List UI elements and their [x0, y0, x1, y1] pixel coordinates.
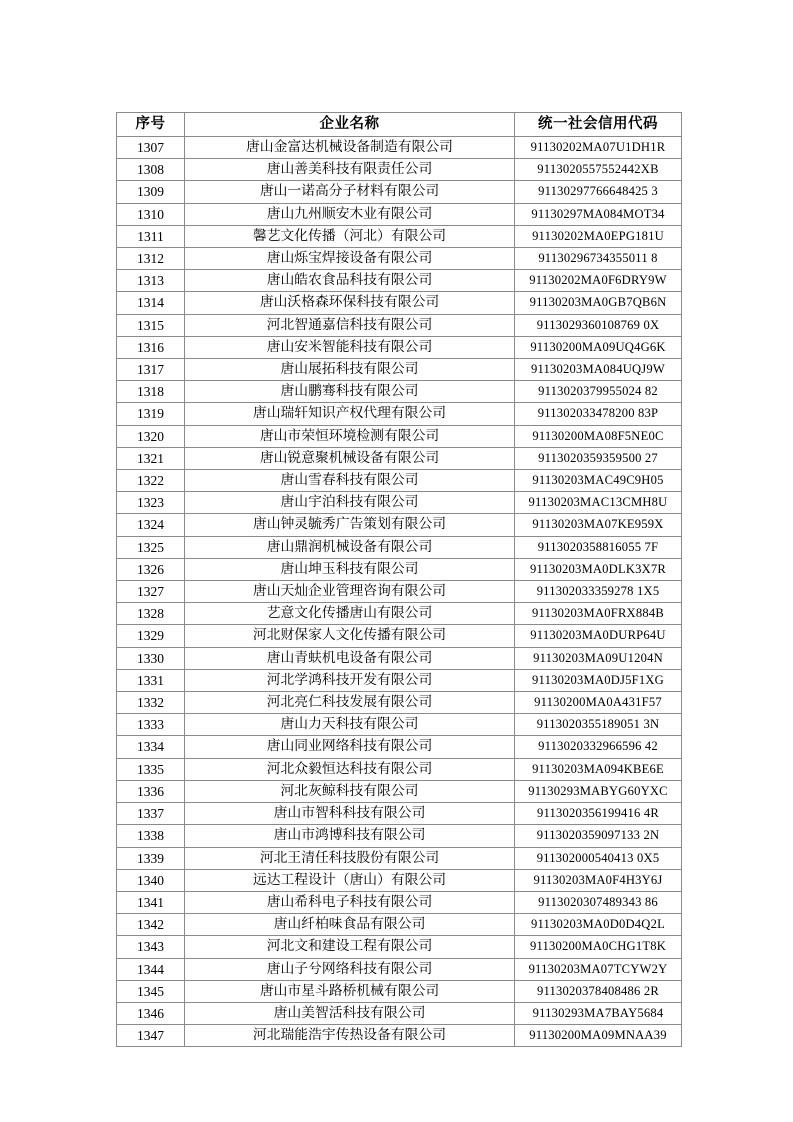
cell-credit-code: 91130203MA094KBE6E — [515, 758, 682, 780]
cell-enterprise-name: 远达工程设计（唐山）有限公司 — [185, 869, 515, 891]
cell-enterprise-name: 河北文和建设工程有限公司 — [185, 936, 515, 958]
table-row — [117, 1025, 682, 1047]
table-row — [117, 514, 682, 536]
table-row — [117, 314, 682, 336]
cell-enterprise-name: 河北智通嘉信科技有限公司 — [185, 314, 515, 336]
cell-credit-code: 91130203MAC13CMH8U — [515, 492, 682, 514]
cell-credit-code: 9113020359097133 2N — [515, 825, 682, 847]
cell-credit-code: 91130293MABYG60YXC — [515, 780, 682, 802]
cell-enterprise-name: 河北王清任科技股份有限公司 — [185, 847, 515, 869]
cell-seq: 1331 — [117, 669, 185, 691]
table-header-row — [117, 113, 682, 137]
table-row — [117, 958, 682, 980]
cell-enterprise-name: 唐山纤柏味食品有限公司 — [185, 914, 515, 936]
cell-credit-code: 91130200MA0A431F57 — [515, 692, 682, 714]
table-row — [117, 825, 682, 847]
cell-credit-code: 91130202MA0EPG181U — [515, 225, 682, 247]
cell-credit-code: 91130202MA0F6DRY9W — [515, 270, 682, 292]
cell-seq: 1312 — [117, 248, 185, 270]
cell-credit-code: 9113020378408486 2R — [515, 980, 682, 1002]
table-row — [117, 647, 682, 669]
table-row — [117, 248, 682, 270]
cell-seq: 1313 — [117, 270, 185, 292]
cell-enterprise-name: 唐山子兮网络科技有限公司 — [185, 958, 515, 980]
table-body — [117, 137, 682, 1047]
cell-seq: 1327 — [117, 581, 185, 603]
cell-credit-code: 911302033478200 83P — [515, 403, 682, 425]
enterprise-table — [116, 112, 682, 1047]
table-row — [117, 758, 682, 780]
cell-seq: 1343 — [117, 936, 185, 958]
cell-seq: 1334 — [117, 736, 185, 758]
cell-enterprise-name: 唐山天灿企业管理咨询有限公司 — [185, 581, 515, 603]
table-header — [117, 113, 682, 137]
cell-seq: 1329 — [117, 625, 185, 647]
cell-enterprise-name: 河北财保家人文化传播有限公司 — [185, 625, 515, 647]
cell-enterprise-name: 唐山善美科技有限责任公司 — [185, 159, 515, 181]
cell-enterprise-name: 唐山展拓科技有限公司 — [185, 359, 515, 381]
table-row — [117, 869, 682, 891]
cell-seq: 1310 — [117, 203, 185, 225]
cell-seq: 1326 — [117, 558, 185, 580]
cell-enterprise-name: 唐山市星斗路桥机械有限公司 — [185, 980, 515, 1002]
cell-credit-code: 91130296734355011 8 — [515, 248, 682, 270]
table-row — [117, 137, 682, 159]
cell-credit-code: 9113020359359500 27 — [515, 447, 682, 469]
cell-enterprise-name: 唐山希科电子科技有限公司 — [185, 891, 515, 913]
cell-enterprise-name: 唐山同业网络科技有限公司 — [185, 736, 515, 758]
cell-seq: 1344 — [117, 958, 185, 980]
cell-seq: 1328 — [117, 603, 185, 625]
enterprise-table-wrap — [116, 112, 681, 1047]
cell-credit-code: 9113020557552442XB — [515, 159, 682, 181]
cell-credit-code: 91130200MA09UQ4G6K — [515, 336, 682, 358]
cell-enterprise-name: 唐山钟灵毓秀广告策划有限公司 — [185, 514, 515, 536]
table-row — [117, 470, 682, 492]
cell-enterprise-name: 馨艺文化传播（河北）有限公司 — [185, 225, 515, 247]
cell-seq: 1347 — [117, 1025, 185, 1047]
table-row — [117, 603, 682, 625]
cell-credit-code: 91130203MA0GB7QB6N — [515, 292, 682, 314]
table-row — [117, 581, 682, 603]
cell-credit-code: 91130297MA084MOT34 — [515, 203, 682, 225]
table-row — [117, 292, 682, 314]
cell-credit-code: 9113020355189051 3N — [515, 714, 682, 736]
cell-enterprise-name: 唐山安米智能科技有限公司 — [185, 336, 515, 358]
cell-credit-code: 91130293MA7BAY5684 — [515, 1002, 682, 1024]
cell-enterprise-name: 唐山宇泊科技有限公司 — [185, 492, 515, 514]
cell-enterprise-name: 唐山市荣恒环境检测有限公司 — [185, 425, 515, 447]
cell-credit-code: 91130203MA0F4H3Y6J — [515, 869, 682, 891]
table-row — [117, 203, 682, 225]
cell-seq: 1325 — [117, 536, 185, 558]
cell-enterprise-name: 艺意文化传播唐山有限公司 — [185, 603, 515, 625]
cell-credit-code: 91130203MA0DJ5F1XG — [515, 669, 682, 691]
cell-enterprise-name: 唐山锐意聚机械设备有限公司 — [185, 447, 515, 469]
table-row — [117, 181, 682, 203]
table-row — [117, 625, 682, 647]
column-header-code: 统一社会信用代码 — [515, 113, 682, 137]
cell-credit-code: 91130203MA07KE959X — [515, 514, 682, 536]
cell-seq: 1323 — [117, 492, 185, 514]
cell-seq: 1345 — [117, 980, 185, 1002]
cell-enterprise-name: 唐山坤玉科技有限公司 — [185, 558, 515, 580]
cell-enterprise-name: 唐山一诺高分子材料有限公司 — [185, 181, 515, 203]
cell-seq: 1332 — [117, 692, 185, 714]
table-row — [117, 492, 682, 514]
cell-seq: 1318 — [117, 381, 185, 403]
cell-credit-code: 91130200MA0CHG1T8K — [515, 936, 682, 958]
table-row — [117, 692, 682, 714]
cell-enterprise-name: 唐山沃格森环保科技有限公司 — [185, 292, 515, 314]
table-row — [117, 447, 682, 469]
cell-credit-code: 91130203MA0DLK3X7R — [515, 558, 682, 580]
table-row — [117, 714, 682, 736]
cell-enterprise-name: 河北灰鲸科技有限公司 — [185, 780, 515, 802]
column-header-name: 企业名称 — [185, 113, 515, 137]
cell-credit-code: 9113020332966596 42 — [515, 736, 682, 758]
cell-enterprise-name: 唐山九州顺安木业有限公司 — [185, 203, 515, 225]
cell-seq: 1324 — [117, 514, 185, 536]
cell-seq: 1337 — [117, 803, 185, 825]
cell-credit-code: 911302000540413 0X5 — [515, 847, 682, 869]
cell-seq: 1320 — [117, 425, 185, 447]
cell-credit-code: 9113029360108769 0X — [515, 314, 682, 336]
column-header-seq: 序号 — [117, 113, 185, 137]
cell-enterprise-name: 唐山鼎润机械设备有限公司 — [185, 536, 515, 558]
cell-enterprise-name: 唐山烁宝焊接设备有限公司 — [185, 248, 515, 270]
cell-enterprise-name: 唐山雪春科技有限公司 — [185, 470, 515, 492]
cell-seq: 1307 — [117, 137, 185, 159]
table-row — [117, 891, 682, 913]
table-row — [117, 558, 682, 580]
cell-credit-code: 91130203MA07TCYW2Y — [515, 958, 682, 980]
cell-credit-code: 91130203MAC49C9H05 — [515, 470, 682, 492]
cell-seq: 1322 — [117, 470, 185, 492]
table-row — [117, 780, 682, 802]
table-row — [117, 847, 682, 869]
cell-credit-code: 91130203MA084UQJ9W — [515, 359, 682, 381]
cell-credit-code: 9113020356199416 4R — [515, 803, 682, 825]
cell-credit-code: 9113020379955024 82 — [515, 381, 682, 403]
table-row — [117, 225, 682, 247]
table-row — [117, 736, 682, 758]
table-row — [117, 403, 682, 425]
table-row — [117, 336, 682, 358]
cell-credit-code: 91130202MA07U1DH1R — [515, 137, 682, 159]
cell-seq: 1315 — [117, 314, 185, 336]
cell-credit-code: 91130200MA09MNAA39 — [515, 1025, 682, 1047]
cell-enterprise-name: 唐山皓农食品科技有限公司 — [185, 270, 515, 292]
cell-seq: 1342 — [117, 914, 185, 936]
cell-seq: 1311 — [117, 225, 185, 247]
cell-enterprise-name: 河北学鸿科技开发有限公司 — [185, 669, 515, 691]
cell-seq: 1340 — [117, 869, 185, 891]
table-row — [117, 270, 682, 292]
cell-enterprise-name: 唐山金富达机械设备制造有限公司 — [185, 137, 515, 159]
cell-seq: 1341 — [117, 891, 185, 913]
table-row — [117, 669, 682, 691]
cell-seq: 1338 — [117, 825, 185, 847]
cell-credit-code: 91130203MA09U1204N — [515, 647, 682, 669]
cell-credit-code: 91130203MA0D0D4Q2L — [515, 914, 682, 936]
cell-seq: 1309 — [117, 181, 185, 203]
cell-seq: 1330 — [117, 647, 185, 669]
table-row — [117, 936, 682, 958]
cell-credit-code: 9113020307489343 86 — [515, 891, 682, 913]
table-row — [117, 159, 682, 181]
cell-seq: 1321 — [117, 447, 185, 469]
cell-enterprise-name: 唐山美智活科技有限公司 — [185, 1002, 515, 1024]
table-row — [117, 359, 682, 381]
cell-credit-code: 91130203MA0FRX884B — [515, 603, 682, 625]
cell-credit-code: 9113020358816055 7F — [515, 536, 682, 558]
cell-seq: 1317 — [117, 359, 185, 381]
cell-seq: 1333 — [117, 714, 185, 736]
cell-enterprise-name: 唐山市鸿博科技有限公司 — [185, 825, 515, 847]
cell-enterprise-name: 河北众毅恒达科技有限公司 — [185, 758, 515, 780]
cell-enterprise-name: 唐山鹏骞科技有限公司 — [185, 381, 515, 403]
cell-seq: 1308 — [117, 159, 185, 181]
cell-seq: 1346 — [117, 1002, 185, 1024]
cell-seq: 1316 — [117, 336, 185, 358]
cell-credit-code: 911302033359278 1X5 — [515, 581, 682, 603]
cell-enterprise-name: 唐山瑞轩知识产权代理有限公司 — [185, 403, 515, 425]
table-row — [117, 381, 682, 403]
cell-seq: 1339 — [117, 847, 185, 869]
cell-seq: 1335 — [117, 758, 185, 780]
cell-credit-code: 91130200MA08F5NE0C — [515, 425, 682, 447]
cell-enterprise-name: 唐山力天科技有限公司 — [185, 714, 515, 736]
cell-seq: 1314 — [117, 292, 185, 314]
cell-seq: 1336 — [117, 780, 185, 802]
table-row — [117, 1002, 682, 1024]
table-row — [117, 914, 682, 936]
cell-credit-code: 91130297766648425 3 — [515, 181, 682, 203]
cell-enterprise-name: 唐山青蚨机电设备有限公司 — [185, 647, 515, 669]
table-row — [117, 980, 682, 1002]
cell-enterprise-name: 唐山市智科科技有限公司 — [185, 803, 515, 825]
table-row — [117, 536, 682, 558]
cell-enterprise-name: 河北瑞能浩宇传热设备有限公司 — [185, 1025, 515, 1047]
table-row — [117, 803, 682, 825]
cell-seq: 1319 — [117, 403, 185, 425]
table-row — [117, 425, 682, 447]
cell-credit-code: 91130203MA0DURP64U — [515, 625, 682, 647]
cell-enterprise-name: 河北亮仁科技发展有限公司 — [185, 692, 515, 714]
